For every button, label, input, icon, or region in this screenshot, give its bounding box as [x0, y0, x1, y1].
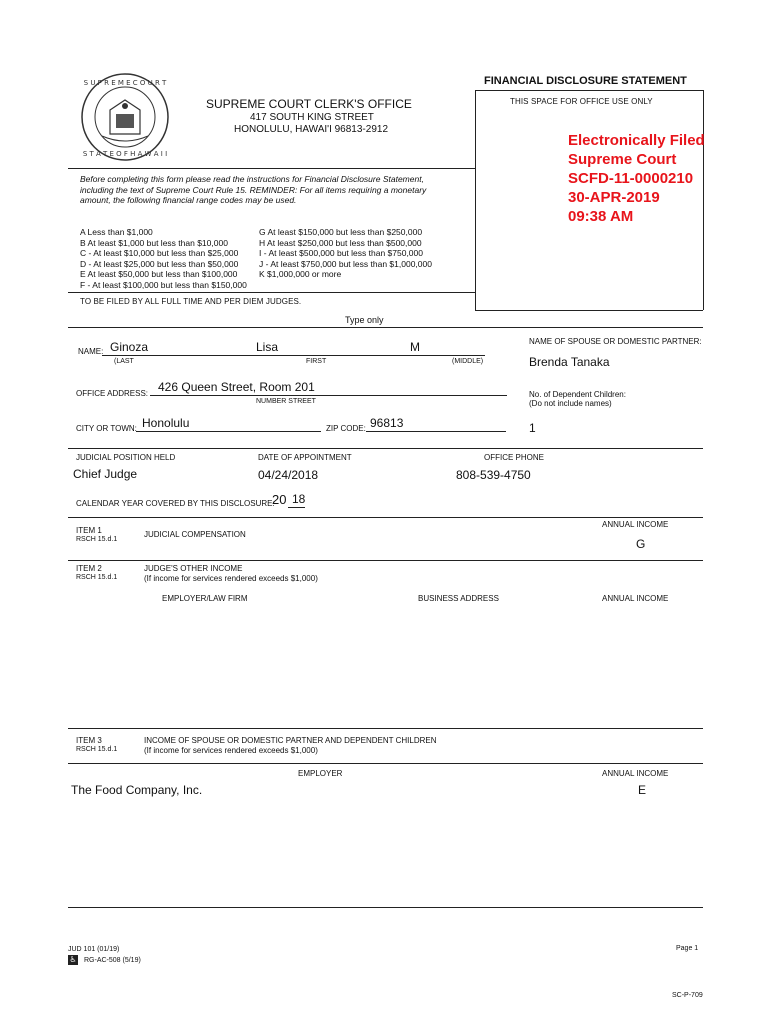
- city-field[interactable]: Honolulu: [142, 416, 190, 430]
- code-k: K $1,000,000 or more: [259, 269, 342, 279]
- office-address-label: OFFICE ADDRESS:: [76, 389, 149, 398]
- phone-field[interactable]: 808-539-4750: [456, 468, 531, 482]
- item2-col-employer: EMPLOYER/LAW FIRM: [162, 594, 248, 603]
- middle-name-label: (MIDDLE): [452, 358, 484, 365]
- svg-text:S T A T E O F H A W A I I: S T A T E O F H A W A I I: [82, 150, 168, 158]
- office-city: HONOLULU, HAWAI'I 96813-2912: [234, 124, 389, 135]
- item1-number: ITEM 1: [76, 526, 102, 535]
- filed-by-note: TO BE FILED BY ALL FULL TIME AND PER DIEM JUDGES.: [80, 297, 302, 306]
- calendar-year-label: CALENDAR YEAR COVERED BY THIS DISCLOSURE:: [76, 499, 275, 508]
- code-i: I - At least $500,000 but less than $750,000: [259, 248, 423, 258]
- stamp-line-5: 09:38 AM: [568, 208, 634, 225]
- item2-subtitle: (If income for services rendered exceeds $1,000): [144, 574, 318, 583]
- spouse-name-field[interactable]: Brenda Tanaka: [529, 355, 610, 369]
- item2-title: JUDGE'S OTHER INCOME: [144, 564, 243, 573]
- type-only-note: Type only: [345, 315, 384, 325]
- office-street: 417 SOUTH KING STREET: [250, 112, 374, 123]
- last-name-field[interactable]: Ginoza: [110, 340, 149, 354]
- instructions: [80, 174, 426, 206]
- stamp-line-2: Supreme Court: [568, 151, 677, 168]
- footer-rg-number: RG-AC-508 (5/19): [84, 957, 141, 964]
- code-g: G At least $150,000 but less than $250,000: [259, 227, 423, 237]
- item3-col-income: ANNUAL INCOME: [602, 769, 669, 778]
- code-j: J - At least $750,000 but less than $1,000,000: [259, 258, 432, 269]
- phone-label: OFFICE PHONE: [484, 453, 545, 462]
- calendar-year-prefix: 20: [272, 492, 287, 507]
- item3-title: INCOME OF SPOUSE OR DOMESTIC PARTNER AND DEPENDENT CHILDREN: [144, 736, 437, 745]
- item2-col-income: ANNUAL INCOME: [602, 594, 669, 603]
- stamp-line-4: 30-APR-2019: [568, 189, 660, 206]
- court-seal: [80, 72, 170, 162]
- last-name-label: (LAST: [114, 358, 134, 365]
- item3-rsch: RSCH 15.d.1: [76, 746, 118, 753]
- first-name-field[interactable]: Lisa: [256, 340, 279, 354]
- instructions-line-2: including the text of Supreme Court Rule 15. REMINDER: For all items requiring a monetary: [80, 184, 427, 195]
- codes-right: [259, 227, 432, 280]
- item2-col-address: BUSINESS ADDRESS: [418, 594, 499, 603]
- dependents-note: (Do not include names): [529, 399, 612, 408]
- item1-income-label: ANNUAL INCOME: [602, 520, 669, 529]
- position-field[interactable]: Chief Judge: [73, 467, 138, 481]
- code-f: F - At least $100,000 but less than $150,000: [80, 279, 247, 290]
- code-b: B At least $1,000 but less than $10,000: [80, 237, 228, 248]
- code-a: A Less than $1,000: [80, 227, 153, 237]
- code-h: H At least $250,000 but less than $500,000: [259, 237, 422, 248]
- dependents-label: No. of Dependent Children:: [529, 390, 626, 399]
- office-name: SUPREME COURT CLERK'S OFFICE: [206, 97, 412, 111]
- code-d: D - At least $25,000 but less than $50,000: [80, 258, 239, 269]
- item1-income-field[interactable]: G: [636, 537, 646, 551]
- position-label: JUDICIAL POSITION HELD: [76, 453, 176, 462]
- calendar-year-field[interactable]: 18: [292, 492, 306, 506]
- office-address-field[interactable]: 426 Queen Street, Room 201: [158, 380, 315, 394]
- footer-form-number: JUD 101 (01/19): [68, 946, 120, 953]
- instructions-line-1: Before completing this form please read the instructions for Financial Disclosure Statement,: [80, 174, 424, 184]
- item3-subtitle: (If income for services rendered exceeds $1,000): [144, 746, 318, 755]
- item2-rsch: RSCH 15.d.1: [76, 574, 118, 581]
- name-label: NAME:: [78, 347, 104, 356]
- item3-income-field[interactable]: E: [638, 783, 647, 797]
- stamp-line-1: Electronically Filed: [568, 132, 705, 149]
- item1-title: JUDICIAL COMPENSATION: [144, 530, 246, 539]
- code-e: E At least $50,000 but less than $100,000: [80, 269, 238, 279]
- svg-text:S U P R E M E C O U R T: S U P R E M E C O U R T: [83, 79, 167, 87]
- city-label: CITY OR TOWN:: [76, 424, 137, 433]
- footer-form-code: SC-P-709: [672, 992, 703, 999]
- codes-left: [80, 227, 247, 290]
- code-c: C - At least $10,000 but less than $25,000: [80, 248, 239, 258]
- middle-name-field[interactable]: M: [410, 340, 420, 354]
- accessibility-icon: ♿: [69, 955, 77, 964]
- seal-icon: [80, 72, 170, 162]
- zip-field[interactable]: 96813: [370, 416, 404, 430]
- footer-page-number: Page 1: [676, 945, 699, 952]
- item3-col-employer: EMPLOYER: [298, 769, 343, 778]
- appointment-field[interactable]: 04/24/2018: [258, 468, 319, 482]
- filing-stamp: [568, 131, 705, 226]
- appointment-label: DATE OF APPOINTMENT: [258, 453, 352, 462]
- address-sublabel: NUMBER STREET: [256, 398, 316, 405]
- spouse-label: NAME OF SPOUSE OR DOMESTIC PARTNER:: [529, 337, 702, 346]
- office-use-label: THIS SPACE FOR OFFICE USE ONLY: [510, 97, 653, 106]
- instructions-line-3: amount, the following financial range codes may be used.: [80, 195, 297, 205]
- zip-label: ZIP CODE:: [326, 424, 366, 433]
- item3-number: ITEM 3: [76, 736, 102, 745]
- first-name-label: FIRST: [306, 358, 327, 365]
- stamp-line-3: SCFD-11-0000210: [568, 170, 694, 187]
- item3-employer-field[interactable]: The Food Company, Inc.: [71, 783, 203, 797]
- form-title: FINANCIAL DISCLOSURE STATEMENT: [484, 75, 687, 87]
- item1-rsch: RSCH 15.d.1: [76, 536, 118, 543]
- item2-number: ITEM 2: [76, 564, 102, 573]
- dependents-field[interactable]: 1: [529, 421, 536, 435]
